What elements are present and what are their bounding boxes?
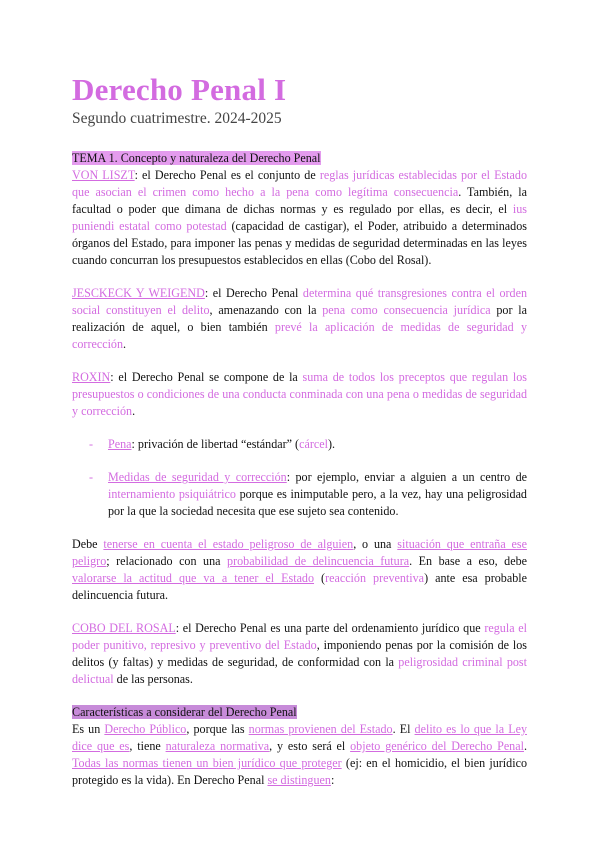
paragraph-jesckeck: JESCKECK Y WEIGEND: el Derecho Penal determina qué transgresiones contra el orden social constituyen el delito, amenazando con la pena como consecuencia jurídica por la realización de aquel, o bien también prevé la aplicación de medidas de seguridad y corrección. xyxy=(72,286,527,351)
document-title: Derecho Penal I xyxy=(72,72,287,107)
paragraph-cobo-del-rosal: COBO DEL ROSAL: el Derecho Penal es una parte del ordenamiento jurídico que regula el poder punitivo, represivo y preventivo del Estado, imponiendo penas por la comisión de los delitos (y faltas) y medidas de seguridad, de conformidad con la peligrosidad criminal post delictual de las personas. xyxy=(72,621,528,686)
author-cobo-del-rosal: COBO DEL ROSAL xyxy=(72,621,176,635)
section-heading-tema1: TEMA 1. Concepto y naturaleza del Derecho Penal xyxy=(72,151,321,165)
author-jesckeck-weigend: JESCKECK Y WEIGEND xyxy=(72,286,205,300)
section-heading-caracteristicas: Características a considerar del Derecho Penal xyxy=(72,705,297,719)
paragraph-roxin: ROXIN: el Derecho Penal se compone de la suma de todos los preceptos que regulan los presupuestos o condiciones de una conducta conminada con una pena o medidas de seguridad y corrección. xyxy=(72,370,527,418)
list-item-pena: - Pena: privación de libertad “estándar” (cárcel). xyxy=(89,437,335,451)
list-item-medidas: - Medidas de seguridad y corrección: por ejemplo, enviar a alguien a un centro de internamiento psiquiátrico porque es inimputable pero, a la vez, hay una peligrosidad por la que la sociedad necesita que ese sujeto sea contenido. xyxy=(89,470,528,518)
document-body xyxy=(72,150,527,789)
paragraph-caracteristicas: Es un Derecho Público, porque las normas provienen del Estado. El delito es lo que la Ley dice que es, tiene naturaleza normativa, y esto será el objeto genérico del Derecho Penal. Todas las normas tienen un bien jurídico que proteger (ej: en el homicidio, el bien jurídico protegido es la vida). En Derecho Penal se distinguen: xyxy=(72,722,527,787)
author-roxin: ROXIN xyxy=(72,370,111,384)
paragraph-estado-peligroso: Debe tenerse en cuenta el estado peligroso de alguien, o una situación que entraña ese peligro; relacionado con una probabilidad de delincuencia futura. En base a eso, debe valorarse la actitud que va a tener el Estado (reacción preventiva) ante esa probable delincuencia futura. xyxy=(72,537,527,602)
paragraph-von-liszt: VON LISZT: el Derecho Penal es el conjunto de reglas jurídicas establecidas por el Estado que asocian el crimen como hecho a la pena como legítima consecuencia. También, la facultad o poder que dimana de dichas normas y es regulado por ellas, es decir, el ius puniendi estatal como potestad (capacidad de castigar), el Poder, atribuido a determinados órganos del Estado, para imponer las penas y medidas de seguridad determinadas en las leyes cuando concurran los presupuestos establecidos en ellas (Cobo del Rosal). xyxy=(72,168,527,267)
document-subtitle: Segundo cuatrimestre. 2024-2025 xyxy=(72,110,282,127)
author-von-liszt: VON LISZT xyxy=(72,168,135,182)
